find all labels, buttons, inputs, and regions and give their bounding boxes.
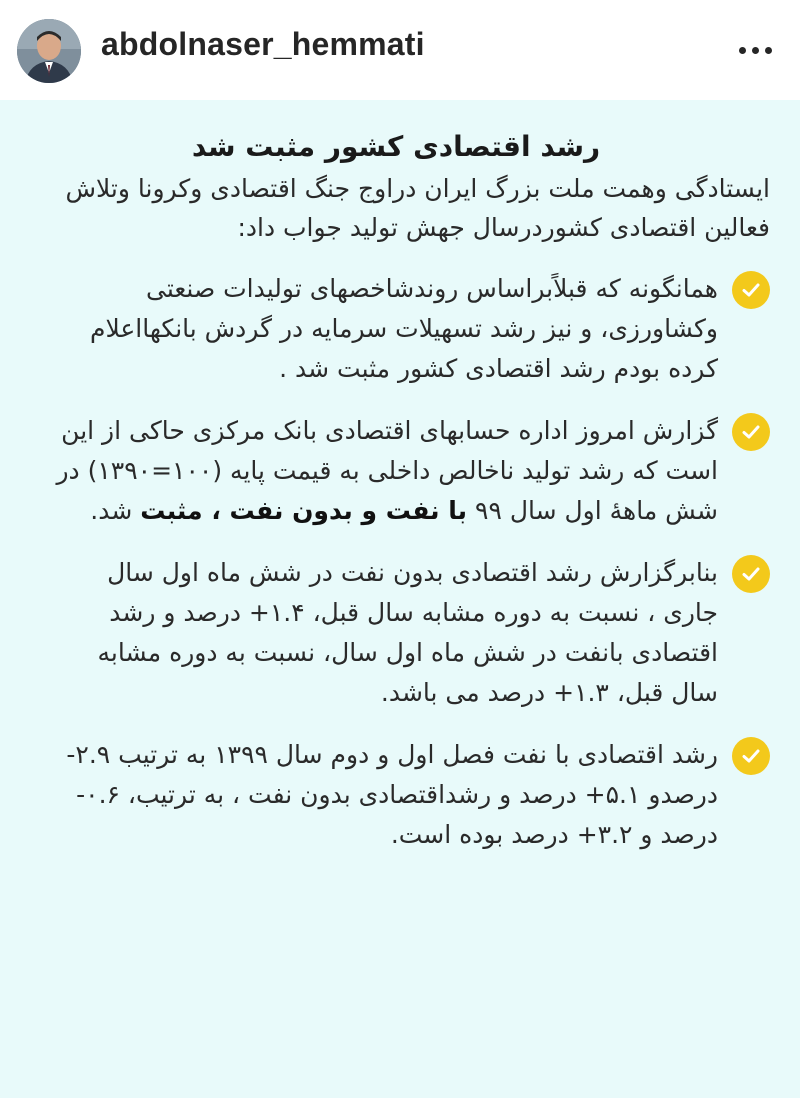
more-options-dot <box>752 47 759 54</box>
check-circle-icon <box>732 737 770 775</box>
list-item <box>22 411 770 531</box>
bullet-text: رشد اقتصادی با نفت فصل اول و دوم سال ۱۳۹۹ به ترتیب ۲.۹-درصدو ۵.۱+ درصد و رشداقتصادی بدون نفت ، به ترتیب، ۰.۶- درصد و ۳.۲+ درصد بوده است. <box>66 740 718 849</box>
more-options-button[interactable] <box>730 30 780 70</box>
more-options-dot <box>765 47 772 54</box>
bullet-text-bold: با نفت و بدون نفت ، مثبت <box>140 496 468 525</box>
more-options-icon <box>739 47 746 54</box>
check-circle-icon <box>732 413 770 451</box>
avatar[interactable] <box>17 19 81 83</box>
profile-photo <box>17 19 81 83</box>
bullet-text: بنابرگزارش رشد اقتصادی بدون نفت در شش ماه اول سال جاری ، نسبت به دوره مشابه سال قبل، ۱.۴+ درصد و رشد اقتصادی بانفت در شش ماه اول سال، نسبت به دوره مشابه سال قبل، ۱.۳+ درصد می باشد. <box>97 558 718 707</box>
post-text-block <box>22 100 770 855</box>
bullet-text <box>48 411 718 531</box>
post-image <box>0 100 800 1098</box>
post-intro: ایستادگی وهمت ملت بزرگ ایران دراوج جنگ اقتصادی وکرونا وتلاش فعالین اقتصادی کشوردرسال جهش تولید جواب داد: <box>65 174 770 242</box>
post-header <box>0 0 800 100</box>
check-circle-icon <box>732 271 770 309</box>
check-circle-icon <box>732 555 770 593</box>
bullet-text-main: گزارش امروز اداره حسابهای اقتصادی بانک مرکزی حاکی از این است که رشد تولید ناخالص داخلی به قیمت پایه (۱۰۰=۱۳۹۰) در شش ماههٔ اول سال ۹۹ <box>56 416 718 525</box>
list-item <box>22 553 770 713</box>
username[interactable]: abdolnaser_hemmati <box>101 26 425 62</box>
bullet-text: همانگونه که قبلاًبراساس روندشاخصهای تولیدات صنعتی وکشاورزی، و نیز رشد تسهیلات سرمایه در گردش بانکهااعلام کرده بودم رشد اقتصادی کشور مثبت شد . <box>89 274 718 383</box>
list-item <box>22 269 770 389</box>
bullet-text-tail: شد. <box>90 496 141 525</box>
post-title: رشد اقتصادی کشور مثبت شد <box>191 130 601 163</box>
list-item <box>22 735 770 855</box>
